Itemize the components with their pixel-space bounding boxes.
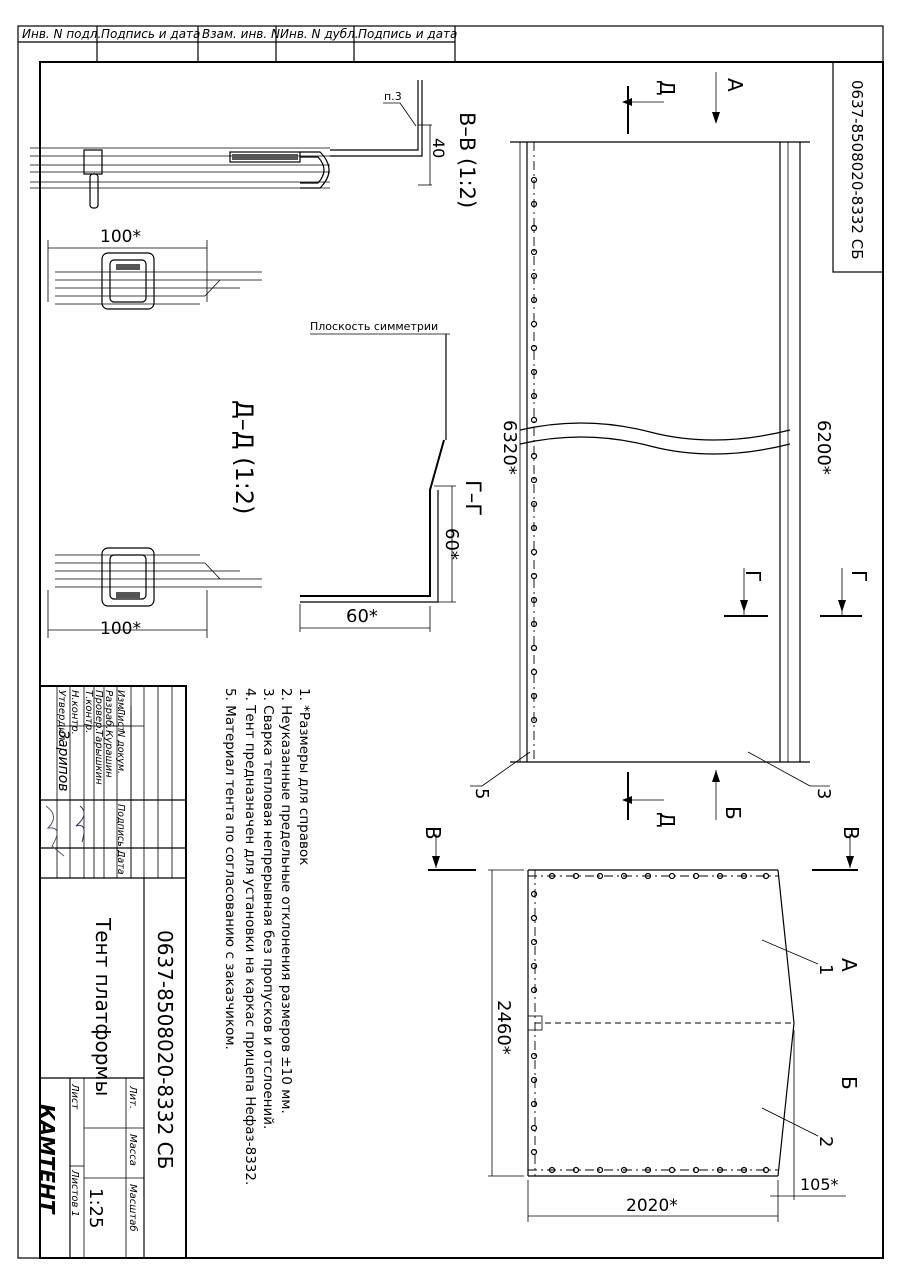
callout-5: 5 xyxy=(471,788,492,800)
inventory-table xyxy=(18,26,457,62)
tb-company: КАМТЕНТ xyxy=(35,1104,59,1214)
tb-drawing-number: 0637-8508020-8332 СБ xyxy=(153,930,177,1170)
tb-h-date: Дата xyxy=(115,850,126,875)
callout-2: 2 xyxy=(815,1136,836,1148)
title-block xyxy=(35,686,186,1258)
tb-role-2: Т.контр. xyxy=(83,690,94,734)
note-3: 3. Сварка тепловая непрерывная без пропусков и отслоений. xyxy=(260,688,276,1130)
note-5: 5. Материал тента по согласованию с заказчиком. xyxy=(222,688,238,1050)
view-gg-label: Г–Г xyxy=(461,480,485,517)
dim-100-bottom: 100* xyxy=(100,619,141,639)
tb-name-4: Зарипов xyxy=(55,730,71,792)
tb-name-0: Курашин xyxy=(103,730,114,778)
main-panel-view xyxy=(470,72,871,828)
marker-a-top: А xyxy=(723,78,747,92)
marker-v-left: В xyxy=(421,826,445,840)
zone-a-label: А xyxy=(837,958,861,972)
tb-name-1: Тарышкин xyxy=(93,730,104,785)
dim-40: 40 xyxy=(429,138,448,159)
corner-stamp xyxy=(833,62,883,272)
note-1: 1. *Размеры для справок xyxy=(296,688,312,866)
inventory-cell-1: Подпись и дата xyxy=(101,27,201,41)
inventory-cell-3: Инв. N дубл. xyxy=(280,27,359,41)
tb-sheet: Лист xyxy=(69,1084,80,1110)
dim-105: 105* xyxy=(800,1175,839,1194)
note-4: 4. Тент предназначен для установки на каркас прицепа Нефаз-8332. xyxy=(242,688,258,1186)
tb-h-doc: N докум. xyxy=(115,730,126,775)
marker-g-left: Г xyxy=(741,570,765,583)
callout-p3: п.3 xyxy=(384,90,402,103)
dim-60-vertical: 60* xyxy=(441,528,462,560)
technical-notes xyxy=(222,688,312,1185)
tb-h-izm: Изм. xyxy=(115,690,126,713)
view-dd-label: Д–Д (1:2) xyxy=(230,400,258,515)
view-dd xyxy=(48,227,262,639)
tb-sheets: Листов 1 xyxy=(69,1170,80,1217)
outer-frame xyxy=(18,26,883,1258)
tb-h-list: Лист xyxy=(115,708,126,733)
marker-v-right: В xyxy=(839,826,863,840)
note-2: 2. Неуказанные предельные отклонения размеров ±10 мм. xyxy=(278,688,294,1114)
callout-3: 3 xyxy=(813,788,834,800)
view-bb xyxy=(30,80,479,208)
marker-d-top: Д xyxy=(655,80,679,96)
symmetry-label: Плоскость симметрии xyxy=(310,320,439,333)
dim-6200: 6200* xyxy=(813,420,834,475)
marker-b-bottom: Б xyxy=(721,806,745,820)
tb-mass: Масса xyxy=(127,1134,138,1166)
dim-60-horizontal: 60* xyxy=(346,606,378,627)
corner-drawing-number: 0637-8508020-8332 СБ xyxy=(848,80,866,260)
view-bb-label: В–В (1:2) xyxy=(455,112,479,209)
lower-panel-view xyxy=(421,826,863,1222)
dim-100-top: 100* xyxy=(100,227,141,247)
dim-2460: 2460* xyxy=(493,1000,514,1055)
marker-d-bottom: Д xyxy=(655,812,679,828)
dim-2020: 2020* xyxy=(626,1196,678,1216)
tb-role-0: Разраб. xyxy=(103,690,114,730)
zone-b-label: Б xyxy=(837,1076,861,1090)
tb-title: Тент платформы xyxy=(91,918,115,1097)
tb-scale-value: 1:25 xyxy=(85,1188,106,1229)
dim-6320: 6320* xyxy=(499,420,520,475)
callout-1: 1 xyxy=(815,964,836,976)
inventory-cell-2: Взам. инв. N xyxy=(202,27,280,41)
tb-lit: Лит. xyxy=(127,1086,138,1110)
marker-g-right: Г xyxy=(847,570,871,583)
tb-role-3: Н.контр. xyxy=(69,690,80,735)
inventory-cell-4: Подпись и дата xyxy=(358,27,458,41)
tb-role-4: Утвердил xyxy=(56,690,67,741)
tb-scale-label: Масштаб xyxy=(127,1184,138,1232)
signature-tarushkin xyxy=(76,806,84,842)
tb-h-sign: Подпись xyxy=(115,804,126,847)
tb-role-1: Провер. xyxy=(93,690,104,732)
view-gg xyxy=(300,320,485,632)
inventory-cell-0: Инв. N подл. xyxy=(22,27,102,41)
